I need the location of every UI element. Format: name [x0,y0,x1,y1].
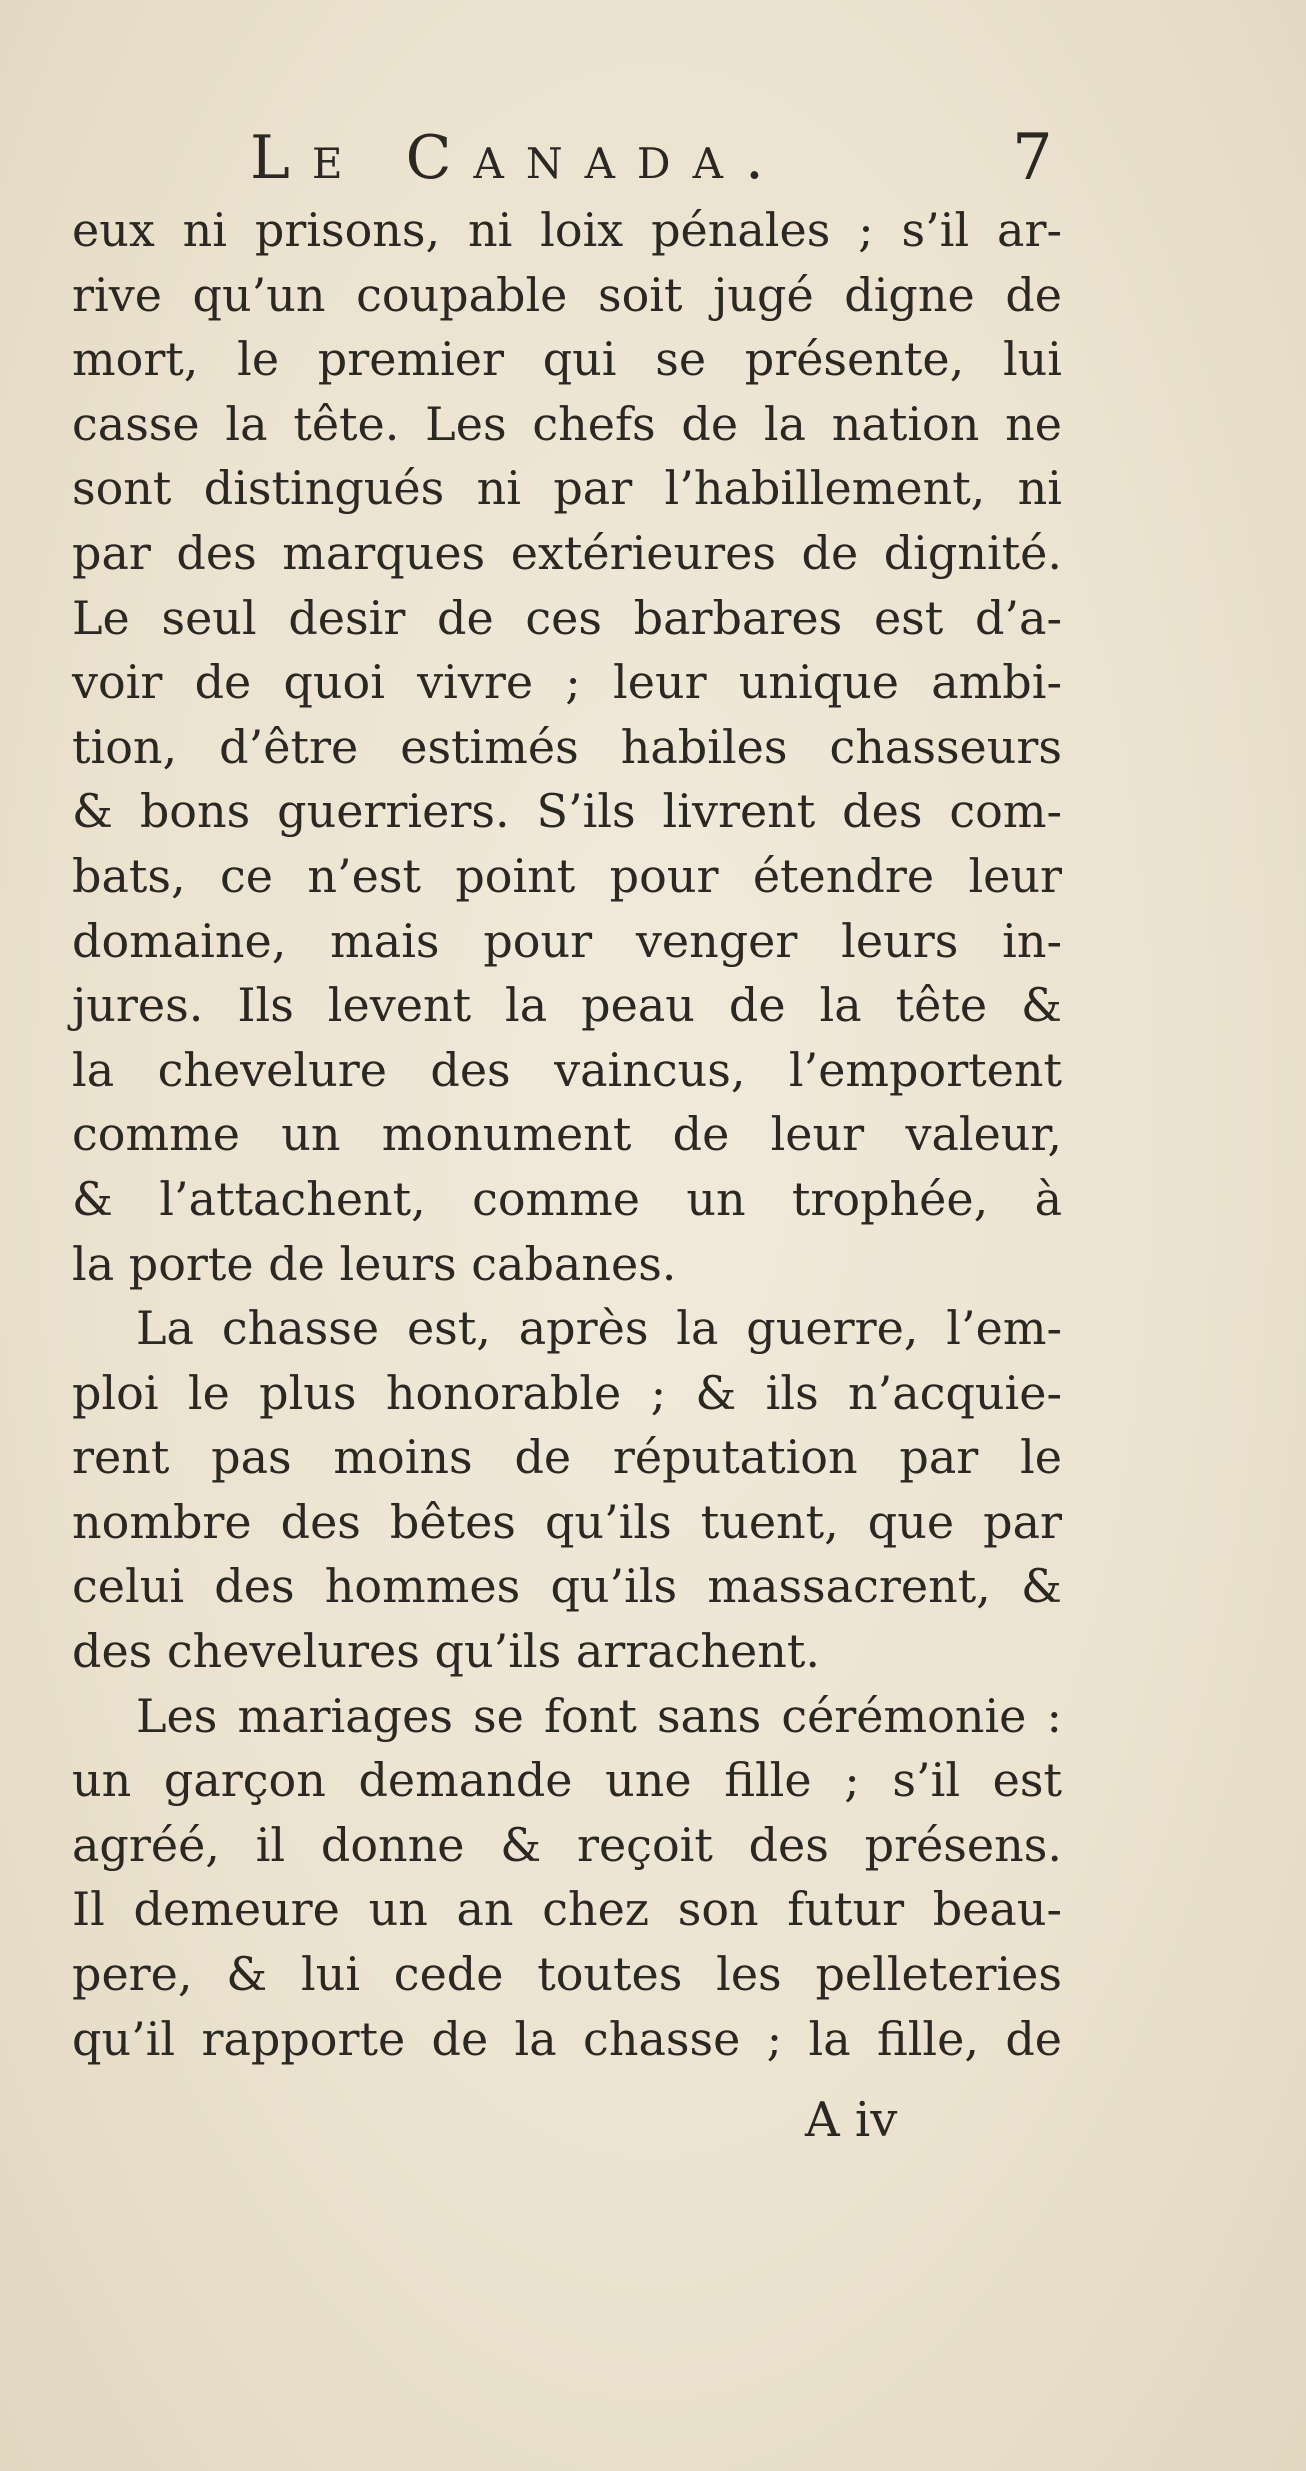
page-number: 7 [1012,121,1053,195]
text-line: tion, d’être estimés habiles chasseurs [72,719,1062,774]
text-line: agréé, il donne & reçoit des présens. [72,1817,1062,1872]
text-line: Le seul desir de ces barbares est d’a- [72,590,1062,645]
text-line: Il demeure un an chez son futur beau- [72,1882,1062,1937]
running-head [250,118,1053,198]
paragraph [72,1296,1062,1684]
text-line: sont distingués ni par l’habillement, ni [72,461,1062,516]
text-line: & l’attachent, comme un trophée, à [72,1171,1062,1226]
text-line: qu’il rapporte de la chasse ; la fille, de [72,2011,1062,2066]
body-text [72,198,1062,2071]
text-line: jures. Ils levent la peau de la tête & [72,978,1062,1033]
text-line: celui des hommes qu’ils massacrent, & [72,1559,1062,1614]
text-line: Les mariages se font sans cérémonie : [136,1688,1062,1743]
paragraph [72,1684,1062,2072]
text-line: un garçon demande une fille ; s’il est [72,1753,1062,1808]
text-line: bats, ce n’est point pour étendre leur [72,848,1062,903]
text-line: pere, & lui cede toutes les pelleteries [72,1947,1062,2002]
text-line: rent pas moins de réputation par le [72,1430,1062,1485]
text-line: des chevelures qu’ils arrachent. [72,1624,821,1679]
running-title: Le Canada. [250,123,786,193]
text-line: nombre des bêtes qu’ils tuent, que par [72,1494,1062,1549]
text-line: La chasse est, après la guerre, l’em- [136,1301,1062,1356]
text-line: la porte de leurs cabanes. [72,1236,677,1291]
text-line: domaine, mais pour venger leurs in- [72,913,1062,968]
text-line: casse la tête. Les chefs de la nation ne [72,396,1062,451]
paragraph [72,198,1062,1296]
text-line: comme un monument de leur valeur, [72,1107,1062,1162]
text-line: & bons guerriers. S’ils livrent des com- [72,784,1062,839]
text-line: voir de quoi vivre ; leur unique ambi- [72,655,1062,710]
text-line: mort, le premier qui se présente, lui [72,332,1062,387]
text-line: rive qu’un coupable soit jugé digne de [72,267,1062,322]
text-line: ploi le plus honorable ; & ils n’acquie- [72,1365,1062,1420]
text-line: la chevelure des vaincus, l’emportent [72,1042,1062,1097]
text-line: eux ni prisons, ni loix pénales ; s’il ar- [72,203,1062,257]
text-line: par des marques extérieures de dignité. [72,525,1062,580]
catchword: A iv [805,2092,898,2148]
